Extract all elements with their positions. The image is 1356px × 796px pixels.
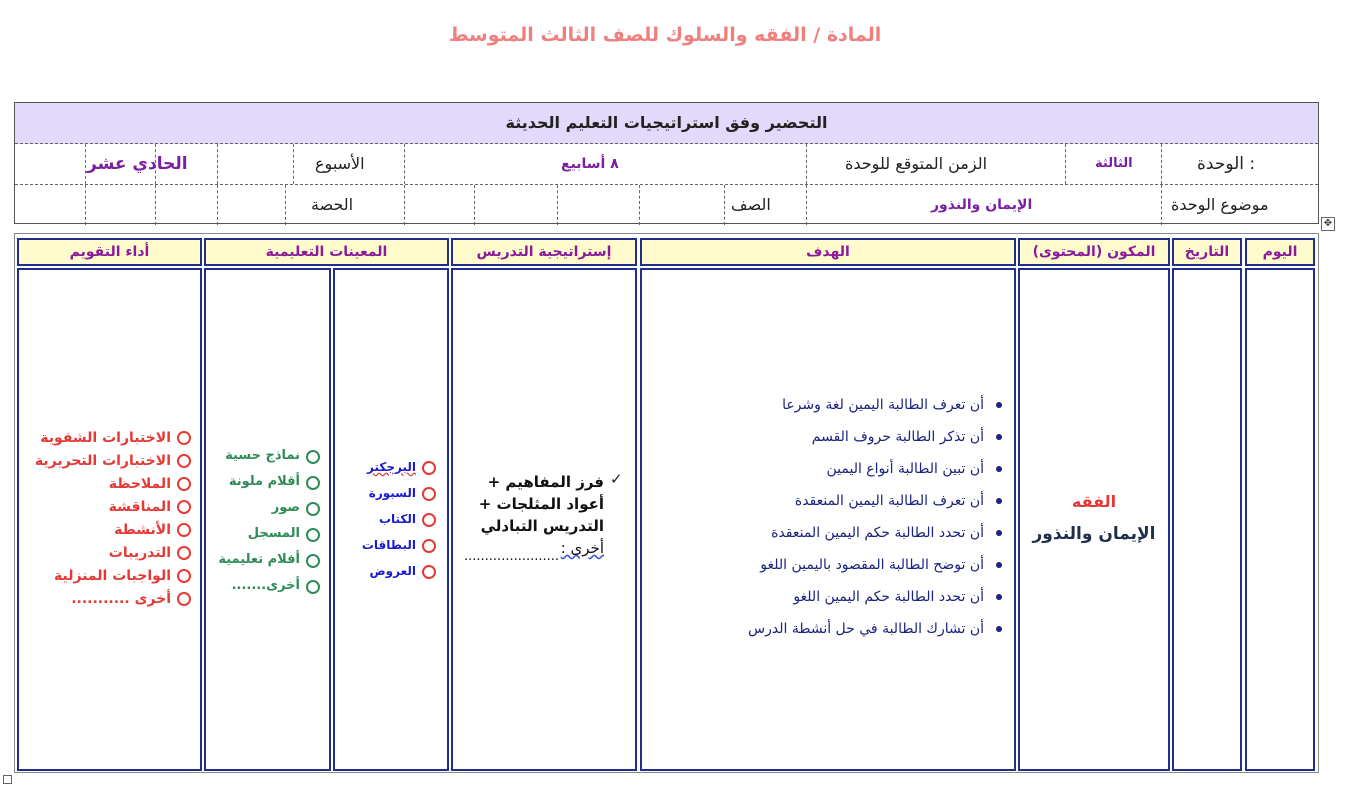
resize-handle-icon[interactable] [3, 775, 12, 784]
aid-material-item: أخرى....... [218, 577, 322, 603]
objective-item: أن تحدد الطالبة حكم اليمين اللغو [748, 581, 1006, 613]
date-cell [1172, 268, 1242, 771]
info-row-2 [15, 185, 1318, 225]
page-title: المادة / الفقه والسلوك للصف الثالث المتوسط [448, 24, 882, 46]
assessment-list [35, 428, 193, 612]
content-subject: الفقه [1071, 492, 1117, 511]
header-band: التحضير وفق استراتيجيات التعليم الحديثة [15, 103, 1318, 144]
aid-material-item: نماذج حسية [218, 447, 322, 473]
col-header-strategy: إستراتيجية التدريس [451, 238, 637, 266]
day-cell [1245, 268, 1315, 771]
assessment-item: أخرى ........... [35, 589, 193, 612]
aid-device-item: البرجكتر [362, 458, 438, 484]
unit-value: الثالثة [1095, 156, 1133, 171]
duration-value: ٨ أسابيع [561, 156, 619, 172]
col-header-assessment: أداء التقويم [17, 238, 202, 266]
objective-item: أن توضح الطالبة المقصود باليمين اللغو [748, 549, 1006, 581]
aid-device-item: العروض [362, 562, 438, 588]
col-header-aids: المعينات التعليمية [204, 238, 449, 266]
aid-device-item: السبورة [362, 484, 438, 510]
strategy-dots: ....................... [464, 549, 560, 564]
assessment-item: المناقشة [35, 497, 193, 520]
aids-devices-list [362, 458, 438, 588]
duration-label: الزمن المتوقع للوحدة [845, 154, 988, 173]
topic-value: الإيمان والنذور [931, 197, 1033, 213]
info-row-1 [15, 144, 1318, 185]
unit-label: الوحدة : [1197, 154, 1256, 174]
col-header-objective: الهدف [640, 238, 1016, 266]
objective-item: أن تحدد الطالبة حكم اليمين المنعقدة [748, 517, 1006, 549]
objective-item: أن تذكر الطالبة حروف القسم [748, 421, 1006, 453]
assessment-item: الاختبارات التحريرية [35, 451, 193, 474]
class-label: الصف [731, 195, 771, 214]
week-value: الحادي عشر [87, 154, 188, 174]
topic-label: موضوع الوحدة [1171, 195, 1269, 214]
col-header-content: المكون (المحتوى) [1018, 238, 1170, 266]
strategy-text [479, 471, 604, 559]
assessment-item: الأنشطة [35, 520, 193, 543]
objective-item: أن تبين الطالبة أنواع اليمين [748, 453, 1006, 485]
aid-material-item: المسجل [218, 525, 322, 551]
strategy-other: أخرى : [560, 539, 604, 557]
objective-item: أن تعرف الطالبة اليمين لغة وشرعا [748, 389, 1006, 421]
assessment-item: الملاحظة [35, 474, 193, 497]
col-header-day: اليوم [1245, 238, 1315, 266]
aid-material-item: أقلام ملونة [218, 473, 322, 499]
lesson-info-table [14, 102, 1319, 224]
aid-device-item: الكتاب [362, 510, 438, 536]
content-cell [1018, 268, 1170, 771]
assessment-item: التدريبات [35, 543, 193, 566]
content-lesson: الإيمان والنذور [1032, 524, 1156, 544]
checkmark-icon: ✓ [610, 470, 623, 488]
col-header-date: التاريخ [1172, 238, 1242, 266]
aid-material-item: أفلام تعليمية [218, 551, 322, 577]
objective-item: أن تشارك الطالبة في حل أنشطة الدرس [748, 613, 1006, 645]
move-handle-icon[interactable]: ✥ [1321, 217, 1335, 231]
objective-item: أن تعرف الطالبة اليمين المنعقدة [748, 485, 1006, 517]
assessment-item: الاختبارات الشفوية [35, 428, 193, 451]
aids-materials-list [218, 447, 322, 603]
strategy-line: أعواد المثلجات + [478, 495, 604, 513]
aid-material-item: صور [218, 499, 322, 525]
aid-device-item: البطاقات [362, 536, 438, 562]
objectives-list [748, 389, 1006, 645]
strategy-line: التدريس التبادلي [480, 517, 604, 535]
period-label: الحصة [311, 195, 354, 214]
assessment-item: الواجبات المنزلية [35, 566, 193, 589]
strategy-line: فرز المفاهيم + [487, 473, 604, 491]
week-label: الأسبوع [315, 154, 365, 173]
